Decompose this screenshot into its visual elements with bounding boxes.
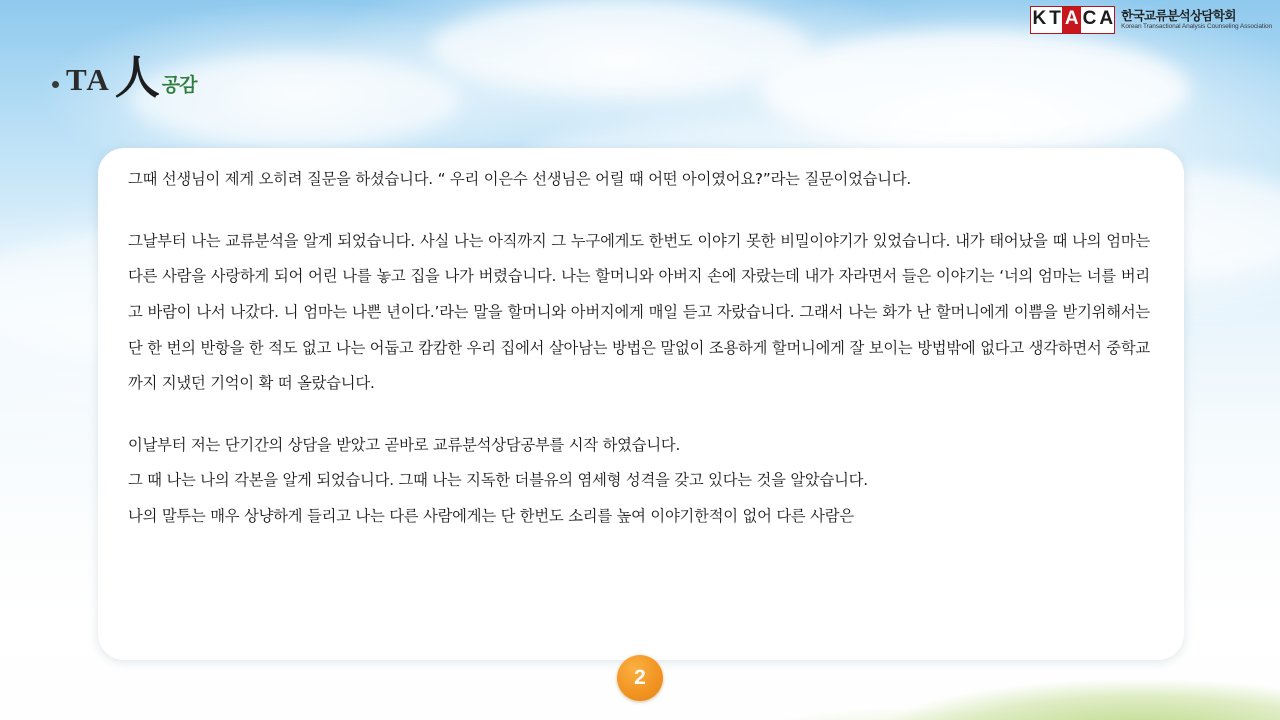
association-logo <box>1030 6 1272 34</box>
association-name-english: Korean Transactional Analysis Counseling Association <box>1121 23 1272 31</box>
person-glyph-icon: 人 <box>114 51 160 104</box>
monogram-letter-t: T <box>1047 7 1062 33</box>
paragraph: 그 때 나는 나의 각본을 알게 되었습니다. 그때 나는 지독한 더블유의 염세형 성격을 갖고 있다는 것을 알았습니다. <box>128 471 868 490</box>
monogram-letter-a2: A <box>1097 7 1114 33</box>
brand-ta-text: TA <box>66 62 111 97</box>
cloud-shape <box>430 0 810 95</box>
association-name-block <box>1121 9 1272 31</box>
paragraph: 그날부터 나는 교류분석을 알게 되었습니다. 사실 나는 아직까지 그 누구에게도 한번도 이야기 못한 비밀이야기가 있었습니다. 내가 태어났을 때 나의 엄마는 다른 사람을 사랑하게 되어 어린 나를 놓고 집을 나가 버렸습니다. 나는 할머니와 아버지 손에 자랐는데 내가 자라면서 들은 이야기는 ‘너의 엄마는 너를 버리고 바람이 나서 나갔다. 니 엄마는 나쁜 년이다.’라는 말을 할머니와 아버지에게 매일 듣고 자랐습니다. 그래서 나는 화가 난 할머니에게 이쁨을 받기위해서는 단 한 번의 반항을 한 적도 없고 나는 어둡고 캄캄한 우리 집에서 살아남는 방법은 말없이 조용하게 할머니에게 잘 보이는 방법밖에 없다고 생각하면서 중학교 까지 지냈던 기억이 확 떠 올랐습니다. <box>128 231 1150 393</box>
association-name-korean: 한국교류분석상담학회 <box>1121 8 1236 24</box>
brand-gonggam-text: 공감 <box>161 74 197 97</box>
grass-field-decoration-left <box>0 650 520 720</box>
monogram-letter-k: K <box>1031 7 1048 33</box>
brand-logo <box>52 46 197 104</box>
slide-body-text <box>128 162 1150 535</box>
monogram-letter-c: C <box>1081 7 1098 33</box>
paragraph: 나의 말투는 매우 상냥하게 들리고 나는 다른 사람에게는 단 한번도 소리를 높여 이야기한적이 없어 다른 사람은 <box>128 507 854 526</box>
paragraph: 이날부터 저는 단기간의 상담을 받았고 곧바로 교류분석상담공부를 시작 하였습니다. <box>128 435 681 454</box>
paragraph: 그때 선생님이 제게 오히려 질문을 하셨습니다. “ 우리 이은수 선생님은 어릴 때 어떤 아이였어요?”라는 질문이었습니다. <box>128 170 912 188</box>
page-number-badge: 2 <box>617 655 663 701</box>
content-card <box>98 148 1184 660</box>
ktaca-monogram-icon <box>1030 6 1116 34</box>
bullet-dot-icon <box>52 81 59 88</box>
monogram-letter-a1: A <box>1062 7 1081 33</box>
